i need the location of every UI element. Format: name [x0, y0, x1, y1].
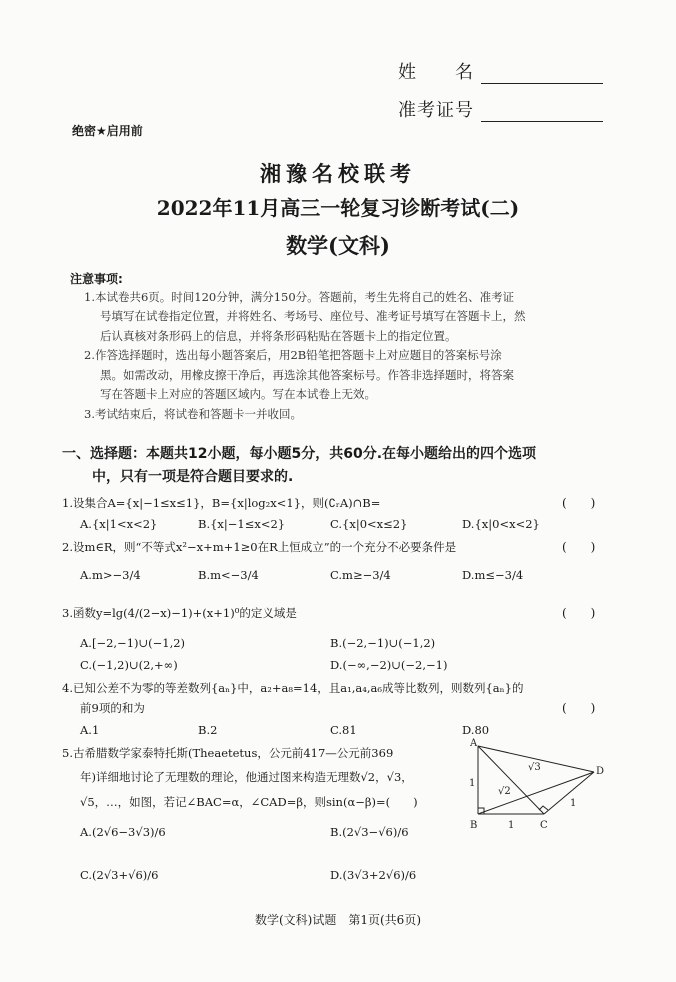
note-line: 写在答题卡上对应的答题区域内。写在本试卷上无效。	[100, 387, 376, 401]
note-line: 后认真核对条形码上的信息，并将条形码粘贴在答题卡上的指定位置。	[100, 329, 457, 343]
q1-option-d: D.{x|0<x<2}	[462, 517, 540, 531]
q2-option-a: A.m>−3/4	[80, 568, 141, 582]
q4-option-c: C.81	[330, 723, 357, 737]
question-3-paren: ( )	[562, 606, 596, 620]
q5-option-c: C.(2√3+√6)/6	[80, 868, 159, 882]
edge-ab-label: 1	[469, 778, 476, 789]
question-5-stem: 5.古希腊数学家泰特托斯(Theaetetus，公元前417—公元前369	[62, 746, 394, 760]
question-2-paren: ( )	[562, 540, 596, 554]
note-line: 1.本试卷共6页。时间120分钟，满分150分。答题前，考生先将自己的姓名、准考证	[84, 290, 515, 304]
q5-option-a: A.(2√6−3√3)/6	[80, 825, 166, 839]
q5-option-d: D.(3√3+2√6)/6	[330, 868, 417, 882]
q4-option-a: A.1	[80, 723, 100, 737]
note-line: 号填写在试卷指定位置，并将姓名、考场号、座位号、准考证号填写在答题卡上，然	[100, 309, 526, 323]
q1-option-c: C.{x|0<x≤2}	[330, 517, 408, 531]
edge-cd-label: 1	[570, 798, 577, 809]
q1-option-b: B.{x|−1≤x<2}	[198, 517, 286, 531]
exam-id-label: 准考证号	[398, 100, 474, 121]
q1-option-a: A.{x|1<x<2}	[80, 517, 158, 531]
name-label: 姓 名	[398, 62, 474, 83]
question-4-stem: 4.已知公差不为零的等差数列{aₙ}中，a₂+a₈=14，且a₁,a₄,a₆成等比数列，则数列{aₙ}的	[62, 681, 524, 695]
q5-option-b: B.(2√3−√6)/6	[330, 825, 409, 839]
section-heading: 一、选择题：本题共12小题，每小题5分，共60分.在每小题给出的四个选项	[62, 446, 537, 462]
notes-heading: 注意事项:	[70, 272, 123, 286]
question-5-stem-cont2: √5，…，如图，若记∠BAC=α，∠CAD=β，则sin(α−β)=( )	[80, 795, 418, 809]
geometry-figure	[466, 738, 616, 836]
secret-mark: 绝密★启用前	[72, 124, 143, 138]
name-blank	[481, 65, 603, 84]
question-4-stem-cont: 前9项的和为	[80, 701, 145, 715]
page-title-line2: 2022年11月高三一轮复习诊断考试(二)	[156, 196, 520, 220]
question-5-stem-cont: 年)详细地讨论了无理数的理论，他通过图来构造无理数√2，√3，	[80, 770, 413, 784]
exam-id-field	[398, 96, 603, 122]
section-heading-cont: 中，只有一项是符合题目要求的.	[92, 469, 294, 485]
vertex-c-label: C	[540, 820, 548, 831]
q3-option-c: C.(−1,2)∪(2,+∞)	[80, 658, 178, 672]
note-line: 3.考试结束后，将试卷和答题卡一并收回。	[84, 407, 302, 421]
q2-option-c: C.m≥−3/4	[330, 568, 391, 582]
page-footer: 数学(文科)试题 第1页(共6页)	[255, 913, 421, 927]
question-1-stem: 1.设集合A={x|−1≤x≤1}，B={x|log₂x<1}，则(∁ᵣA)∩B=	[62, 496, 381, 510]
name-field	[398, 58, 603, 84]
q2-option-b: B.m<−3/4	[198, 568, 259, 582]
edge-ac	[478, 746, 544, 814]
edge-ad-label: √3	[528, 762, 541, 773]
note-line: 2.作答选择题时，选出每小题答案后，用2B铅笔把答题卡上对应题目的答案标号涂	[84, 348, 502, 362]
q4-option-b: B.2	[198, 723, 218, 737]
q3-option-a: A.[−2,−1)∪(−1,2)	[80, 636, 186, 650]
vertex-b-label: B	[470, 820, 478, 831]
vertex-d-label: D	[596, 766, 605, 777]
q2-option-d: D.m≤−3/4	[462, 568, 524, 582]
question-2-stem: 2.设m∈R，则“不等式x²−x+m+1≥0在R上恒成立”的一个充分不必要条件是	[62, 540, 457, 554]
page-title-line3: 数学(文科)	[286, 233, 390, 258]
right-angle-c	[539, 806, 548, 810]
page-title-line1: 湘豫名校联考	[260, 161, 416, 186]
exam-id-blank	[481, 103, 603, 122]
q3-option-d: D.(−∞,−2)∪(−2,−1)	[330, 658, 448, 672]
question-4-paren: ( )	[562, 701, 596, 715]
q3-option-b: B.(−2,−1)∪(−1,2)	[330, 636, 436, 650]
note-line: 黑。如需改动，用橡皮擦干净后，再选涂其他答案标号。作答非选择题时，将答案	[100, 368, 514, 382]
edge-bd	[478, 772, 594, 814]
question-3-stem: 3.函数y=lg(4/(2−x)−1)+(x+1)⁰的定义域是	[62, 606, 297, 620]
edge-ac-label: √2	[498, 786, 511, 797]
q4-option-d: D.80	[462, 723, 490, 737]
edge-bc-label: 1	[508, 820, 515, 831]
vertex-a-label: A	[470, 738, 478, 749]
edge-cd	[544, 772, 594, 814]
question-1-paren: ( )	[562, 496, 596, 510]
